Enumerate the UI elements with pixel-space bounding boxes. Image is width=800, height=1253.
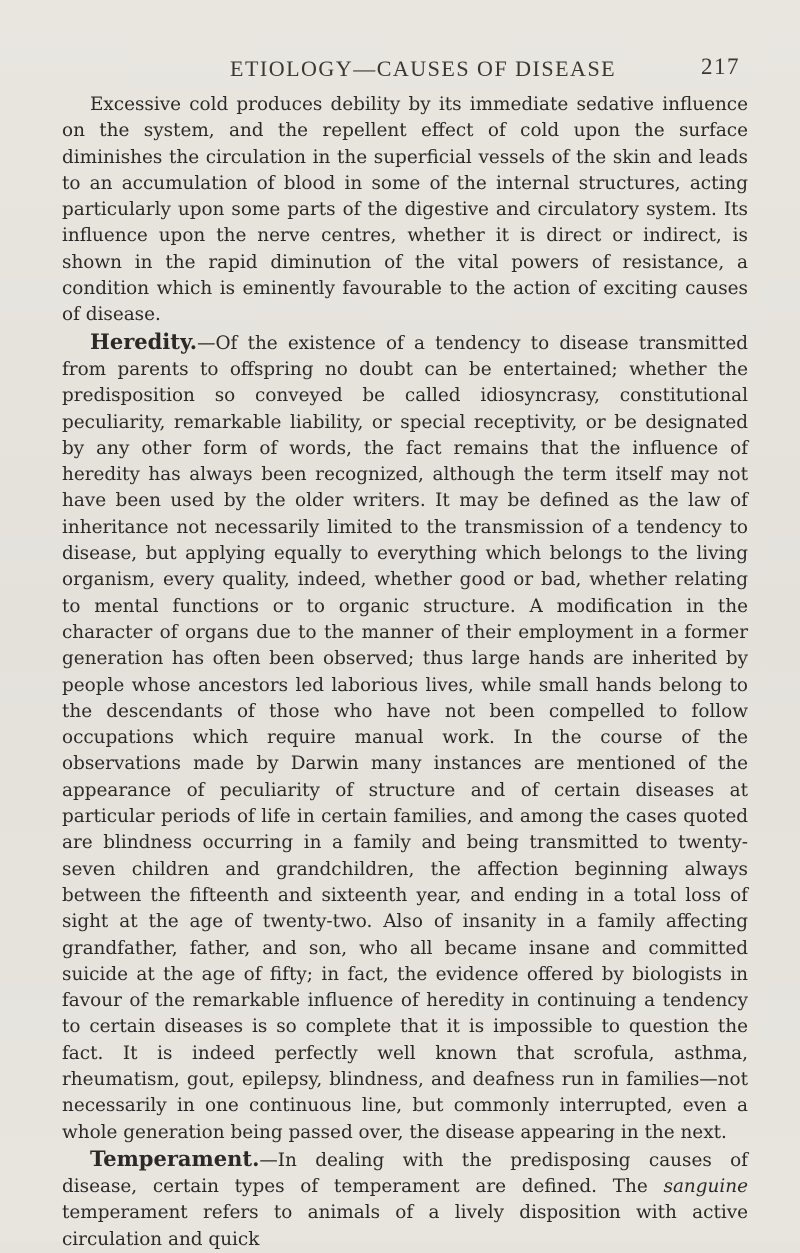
running-title: ETIOLOGY—CAUSES OF DISEASE [230,56,617,81]
running-head [62,52,748,92]
temperament-text-b: temperament refers to animals of a lively disposition with active circulation and quick [62,1202,748,1250]
heredity-text: —Of the existence of a tendency to disease transmitted from parents to offspring no doubt can be entertained; whether the predisposition so conveyed be called idiosyncrasy, constitutional peculiarity, remarkable liability, or special receptivity, or be designated by any other form of words, the fact remains that the influence of heredity has always been recognized, although the term itself may not have been used by the older writers. It may be defined as the law of inheritance not necessarily limited to the transmission of a tendency to disease, but applying equally to everything which belongs to the living organism, every quality, indeed, whether good or bad, whether relating to mental functions or to organic structure. A modification in the character of organs due to the manner of their employment in a former generation has often been observed; thus large hands are inherited by people whose ancestors led laborious lives, while small hands belong to the descendants of those who have not been compelled to follow occupations which require manual work. In the course of the observations made by Darwin many instances are mentioned of the appearance of peculiarity of structure and of certain diseases at particular periods of life in certain families, and among the cases quoted are blindness occurring in a family and being transmitted to twenty-seven children and grandchildren, the affection beginning always between the fifteenth and sixteenth year, and ending in a total loss of sight at the age of twenty-two. Also of insanity in a family affecting grandfather, father, and son, who all became insane and committed suicide at the age of fifty; in fact, the evidence offered by biologists in favour of the remarkable influence of heredity in continuing a tendency to certain diseases is so complete that it is impossible to question the fact. It is indeed perfectly well known that scrofula, asthma, rheumatism, gout, epilepsy, blindness, and deafness run in families—not necessarily in one continuous line, but commonly interrupted, even a whole generation being passed over, the disease appearing in the next. [62,332,748,1143]
temperament-sanguine: sanguine [663,1176,748,1198]
paragraph-cold [62,92,748,329]
page-number: 217 [701,54,740,79]
paragraph-cold-text: Excessive cold produces debility by its immediate sedative influence on the system, and the repellent effect of cold upon the surface diminishes the circulation in the superficial vessels of the skin and leads to an accumulation of blood in some of the internal structures, acting particularly upon some parts of the digestive and circulatory system. Its influence upon the nerve centres, whether it is direct or indirect, is shown in the rapid diminution of the vital powers of resistance, a condition which is eminently favourable to the action of exciting causes of disease. [62,94,748,326]
heredity-heading: Heredity. [90,328,198,354]
body-text [62,92,748,1253]
temperament-text-a: —In dealing with the predisposing causes of disease, certain types of temperament are defined. The [62,1149,748,1198]
paragraph-heredity [62,329,748,1146]
paragraph-temperament [62,1146,748,1253]
temperament-heading: Temperament. [90,1145,260,1171]
